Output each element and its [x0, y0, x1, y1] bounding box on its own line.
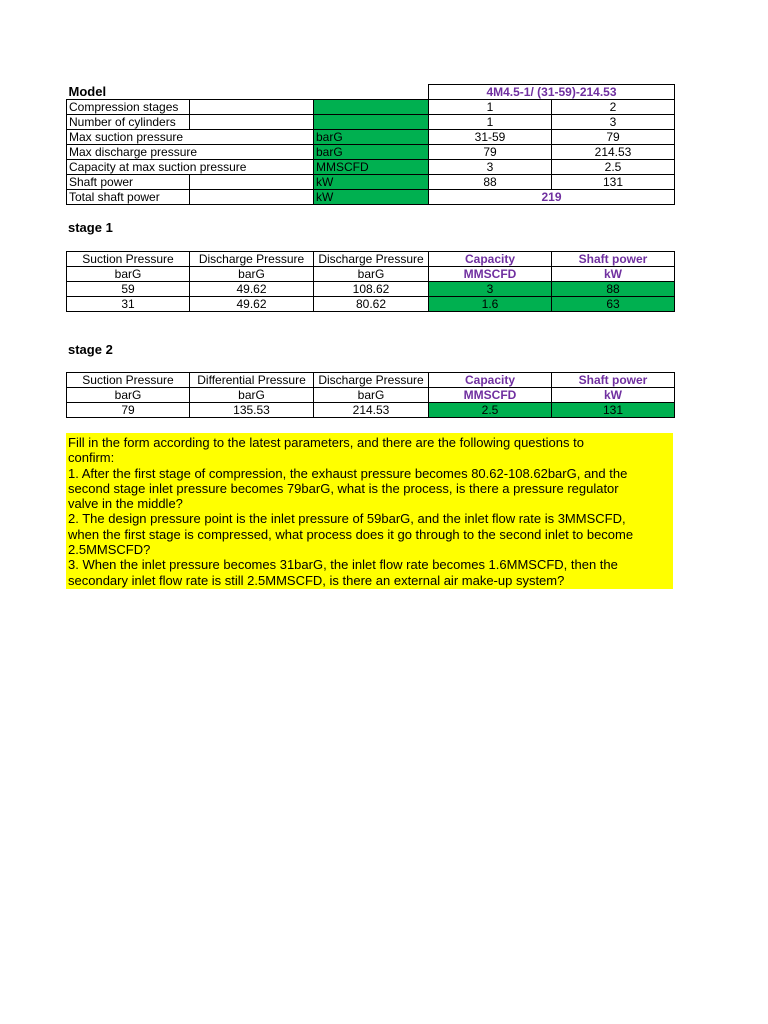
stage2-title: stage 2	[68, 342, 113, 357]
stage2-table	[66, 372, 675, 418]
table-row: Number of cylinders 1 3	[67, 115, 675, 130]
table-row: 79 135.53 214.53 2.5 131	[67, 403, 675, 418]
table-row: Compression stages 1 2	[67, 100, 675, 115]
table-row: 59 49.62 108.62 3 88	[67, 282, 675, 297]
stage1-table	[66, 251, 675, 312]
stage1-title: stage 1	[68, 220, 113, 235]
table-row: 31 49.62 80.62 1.6 63	[67, 297, 675, 312]
table-row: Max suction pressure barG 31-59 79	[67, 130, 675, 145]
model-name: 4M4.5-1/ (31-59)-214.53	[429, 85, 675, 100]
questions-note: Fill in the form according to the latest parameters, and there are the following questions to confirm: 1. After the first stage of compression, the exhaust pressure becomes 80.62-108.62barG, and the second stage inlet pressure becomes 79barG, what is the process, is there a pressure regulator valve in the middle? 2. The design pressure point is the inlet pressure of 59barG, and the inlet flow rate is 3MMSCFD, when the first stage is compressed, what process does it go through to the second inlet to become 2.5MMSCFD? 3. When the inlet pressure becomes 31barG, the inlet flow rate becomes 1.6MMSCFD, then the secondary inlet flow rate is still 2.5MMSCFD, is there an external air make-up system?	[66, 433, 673, 589]
model-table	[66, 84, 675, 205]
unit-row: barG barG barG MMSCFD kW	[67, 267, 675, 282]
table-row: Capacity at max suction pressure MMSCFD 3 2.5	[67, 160, 675, 175]
unit-row: barG barG barG MMSCFD kW	[67, 388, 675, 403]
total-shaft-power-value: 219	[429, 190, 675, 205]
total-row: Total shaft power kW 219	[67, 190, 675, 205]
model-label: Model	[67, 85, 190, 100]
header-row: Suction Pressure Discharge Pressure Discharge Pressure Capacity Shaft power	[67, 252, 675, 267]
header-row: Suction Pressure Differential Pressure Discharge Pressure Capacity Shaft power	[67, 373, 675, 388]
table-row: Shaft power kW 88 131	[67, 175, 675, 190]
model-header-row	[67, 85, 675, 100]
table-row: Max discharge pressure barG 79 214.53	[67, 145, 675, 160]
